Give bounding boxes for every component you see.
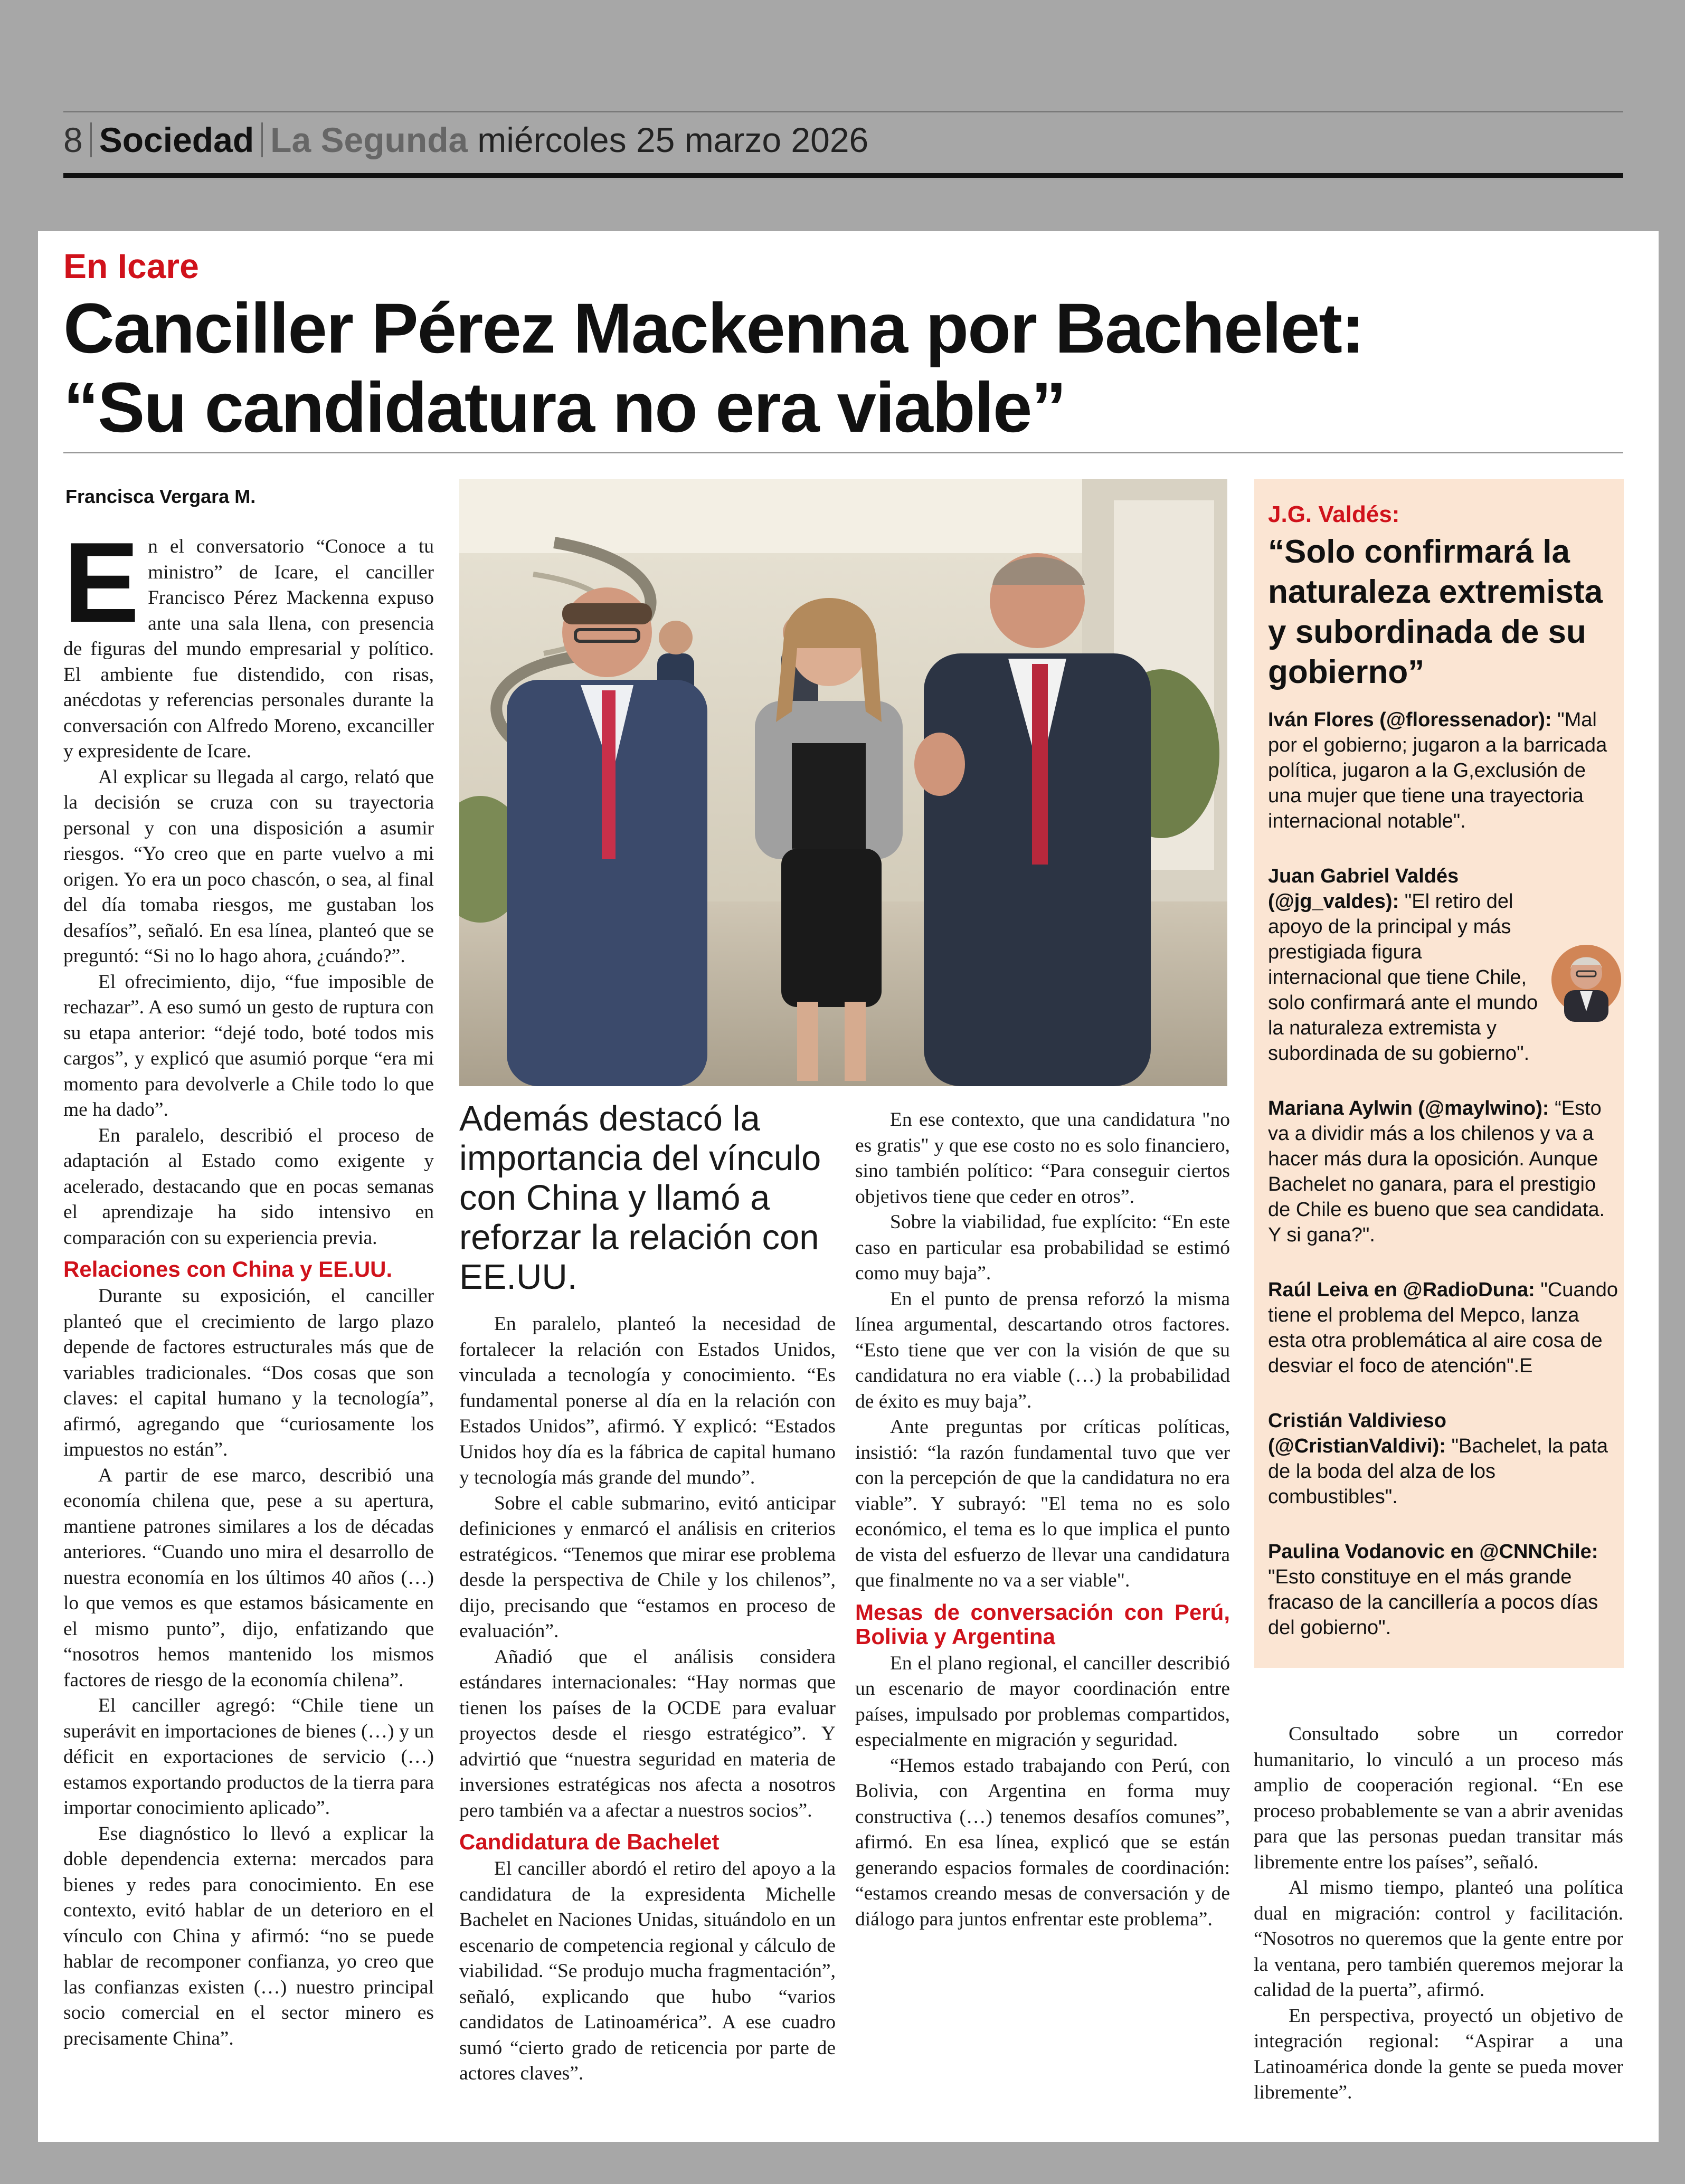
article-kicker: En Icare (63, 246, 199, 286)
paragraph: Al explicar su llegada al cargo, relató que la decisión se cruza con su trayectoria personal y con una disposición a asumir riesgos. “Yo creo que en parte vuelvo a mi origen. Yo era un poco chascón, o sea, al final del día tomaba riesgos, me gustaban los desafíos”, señaló. En esa línea, planteó que se preguntó: “Si no lo hago ahora, ¿cuándo?”. (63, 766, 434, 967)
headline-line-1: Canciller Pérez Mackenna por Bachelet: (63, 289, 1364, 368)
publication-name: La Segunda (270, 120, 468, 159)
sidebar-kicker: J.G. Valdés: (1268, 501, 1400, 527)
paragraph: Sobre la viabilidad, fue explícito: “En este caso en particular esa probabilidad se estimó como muy baja”. (855, 1211, 1230, 1284)
paragraph: Al mismo tiempo, planteó una política dual en migración: control y facilitación. “Nosotros no queremos que la gente entre por la ventana, pero también queremos mejorar la calidad de la puerta”, afirmó. (1254, 1877, 1623, 2001)
quote-text: "Esto constituye en el más grande fracaso de la cancillería a pocos días del gobierno". (1268, 1566, 1598, 1639)
article-headline (63, 289, 1626, 448)
quote-text: "Bachelet, la pata de la boda del alza de los combustibles". (1268, 1435, 1608, 1508)
sidebar-quotes (1268, 707, 1622, 1670)
column-4 (1254, 1722, 1623, 2106)
paragraph: El ofrecimiento, dijo, “fue imposible de rechazar”. A eso sumó un gesto de ruptura con su etapa anterior: “dejé todo, boté todos mis cargos”, y explicó que asumió porque “era mi momento para devolverle a Chile todo lo que me ha dado”. (63, 971, 434, 1121)
paragraph: En ese contexto, que una candidatura "no es gratis" y que ese costo no es solo financiero, sino también político: “Para conseguir ciertos objetivos tiene que ceder en otros”. (855, 1109, 1230, 1208)
issue-date: miércoles 25 marzo 2026 (477, 120, 869, 159)
paragraph: En el plano regional, el canciller describió un escenario de mayor coordinación entre países, impulsado por problemas compartidos, especialmente en migración y seguridad. (855, 1652, 1230, 1751)
byline: Francisca Vergara M. (65, 486, 256, 507)
portrait-man-avatar (1549, 927, 1623, 1032)
paragraph: Consultado sobre un corredor humanitario, lo vinculó a un proceso más amplio de cooperación regional. “En ese proceso probablemente se van a abrir avenidas para que las personas puedan transitar más libremente entre los países”, señaló. (1254, 1723, 1623, 1873)
paragraph: Ese diagnóstico lo llevó a explicar la doble dependencia externa: mercados para bienes y redes para conocimiento. En ese contexto, evitó hablar de un deterioro en el vínculo con China y afirmó: “no se puede hablar de recomponer confianza, yo creo que las confianzas existen (…) nuestro principal socio comercial en el sector minero es precisamente China”. (63, 1822, 434, 2049)
paragraph: El canciller abordó el retiro del apoyo a la candidatura de la expresidenta Michelle Bachelet en Naciones Unidas, situándolo en un escenario de competencia regional y cálculo de viabilidad. “Se produjo mucha fragmentación”, señaló, explicando que hubo “varios candidatos de Latinoamérica”. A ese cuadro sumó “cierto grado de reticencia por parte de actores claves”. (459, 1858, 836, 2084)
sidebar-quote (1268, 1408, 1622, 1509)
quote-text: "El retiro del apoyo de la principal y más prestigiada figura internacional que tiene Chile, solo confirmará ante el mundo la naturaleza extremista y subordinada de su gobierno". (1268, 890, 1538, 1065)
paragraph: En paralelo, describió el proceso de adaptación al Estado como exigente y acelerado, destacando que en pocas semanas el aprendizaje ha sido intensivo en comparación con su experiencia previa. (63, 1124, 434, 1249)
paragraph: El canciller agregó: “Chile tiene un superávit en importaciones de bienes (…) y un déficit en exportaciones de servicio (…) estamos exportando productos de la tierra para importar conocimiento aplicado”. (63, 1695, 434, 1819)
column-1 (63, 518, 434, 2052)
subheading-bachelet: Candidatura de Bachelet (459, 1829, 720, 1854)
article-photo (459, 479, 1227, 1086)
sidebar-quote (1268, 1096, 1622, 1248)
sidebar-quote (1268, 1539, 1622, 1640)
quote-text: "Mal por el gobierno; jugaron a la barricada política, jugaron a la G,exclusión de una mujer que tiene una trayectoria internacional notable". (1268, 709, 1607, 832)
header-divider (90, 122, 92, 157)
quote-author: Iván Flores (@floressenador): (1268, 709, 1552, 731)
quote-author: Mariana Aylwin (@maylwino): (1268, 1097, 1549, 1119)
quote-author: Juan Gabriel Valdés (@jg_valdes): (1268, 865, 1459, 913)
quote-author: Raúl Leiva en @RadioDuna: (1268, 1279, 1535, 1301)
paragraph: Ante preguntas por críticas políticas, insistió: “la razón fundamental tuvo que ver con la percepción de que la candidatura no era viable”. Y subrayó: "El tema no es solo económico, el tema es lo que implica el punto de vista del esfuerzo de llevar una candidatura que finalmente no va a ser viable". (855, 1416, 1230, 1591)
sidebar-quote (1268, 1277, 1622, 1379)
column-2 (459, 1312, 836, 2087)
paragraph: Añadió que el análisis considera estándares internacionales: “Hay normas que tienen los países de la OCDE para evaluar proyectos desde el riesgo estratégico”. Y advirtió que “nuestra seguridad en materia de inversiones estratégicas nos afecta a nosotros pero también va a afectar a nuestros socios”. (459, 1646, 836, 1821)
column-3 (855, 1107, 1230, 1932)
quote-text: “Esto va a dividir más a los chilenos y va a hacer más dura la oposición. Aunque Bachelet no ganara, para el prestigio de Chile es bueno que sea candidata. Y si gana?". (1268, 1097, 1605, 1246)
paragraph: Durante su exposición, el canciller planteó que el crecimiento de largo plazo depende de factores estructurales más que de variables tradicionales. “Dos cosas que son claves: el capital humano y la tecnología”, afirmó, agregando que “curiosamente los impuestos no están”. (63, 1285, 434, 1460)
headline-rule (63, 452, 1623, 453)
subheading-china-eeuu: Relaciones con China y EE.UU. (63, 1257, 393, 1281)
dropcap: E (63, 518, 140, 646)
quote-author: Paulina Vodanovic en @CNNChile: (1268, 1541, 1598, 1563)
header-bottom-rule (63, 173, 1623, 178)
paragraph: A partir de ese marco, describió una economía chilena que, pese a su apertura, mantiene patrones similares a los de décadas anteriores. “Cuando uno mira el desarrollo de nuestra economía en los últimos 40 años (…) lo que vemos es que estamos básicamente en el mismo punto”, dijo, enfatizando que “nosotros hemos mantenido los mismos factores de riesgo de la economía chilena”. (63, 1464, 434, 1691)
photo-three-people-walking (459, 479, 1227, 1086)
quote-text: "Cuando tiene el problema del Mepco, lanza esta otra problemática al aire cosa de desviar el foco de atención".E (1268, 1279, 1618, 1377)
header-divider (261, 122, 263, 157)
paragraph: En paralelo, planteó la necesidad de fortalecer la relación con Estados Unidos, vinculada a tecnología y conocimiento. “Es fundamental ponerse al día en la relación con Estados Unidos”, afirmó. Y explicó: “Estados Unidos hoy día es la fábrica de capital humano y tecnología más grande del mundo”. (459, 1313, 836, 1488)
sidebar-title: “Solo confirmará la naturaleza extremista y subordinada de su gobierno” (1268, 534, 1603, 690)
paragraph: n el conversatorio “Conoce a tu ministro” de Icare, el canciller Francisco Pérez Mackenna expuso ante una sala llena, con presencia de figuras del mundo empresarial y político. El ambiente fue distendido, con risas, anécdotas y referencias personales durante la conversación con Alfredo Moreno, excanciller y expresidente de Icare. (63, 536, 434, 762)
header-top-rule (63, 111, 1623, 112)
paragraph: En perspectiva, proyectó un objetivo de integración regional: “Aspirar a una Latinoamérica donde la gente se pueda mover libremente”. (1254, 2005, 1623, 2103)
page-header (63, 116, 868, 164)
paragraph: “Hemos estado trabajando con Perú, con Bolivia, con Argentina en forma muy constructiva (…) tenemos desafíos comunes”, afirmó. En esa línea, explicó que se están generando espacios formales de coordinación: “estamos creando mesas de conversación y de diálogo para juntos enfrentar este problema”. (855, 1754, 1230, 1930)
sidebar-quote (1268, 707, 1622, 834)
quote-author: Cristián Valdivieso (@CristianValdivi): (1268, 1410, 1446, 1457)
portrait-photo (1549, 927, 1623, 1032)
pull-quote: Además destacó la importancia del vínculo con China y llamó a reforzar la relación con EE.UU. (459, 1099, 821, 1297)
headline-line-2: “Su candidatura no era viable” (63, 368, 1066, 447)
section-name: Sociedad (99, 120, 254, 159)
page-number: 8 (63, 120, 83, 159)
paragraph: En el punto de prensa reforzó la misma línea argumental, descartando otros factores. “Esto tiene que ver con la visión de que su candidatura no era viable (…) la probabilidad de éxito es muy baja”. (855, 1288, 1230, 1412)
paragraph: Sobre el cable submarino, evitó anticipar definiciones y enmarcó el análisis en criterios estratégicos. “Tenemos que mirar ese problema desde la perspectiva de Chile y los chilenos”, dijo, precisando que “estamos en proceso de evaluación”. (459, 1492, 836, 1642)
subheading-mesas: Mesas de conversación con Perú, Bolivia y Argentina (855, 1599, 1230, 1649)
